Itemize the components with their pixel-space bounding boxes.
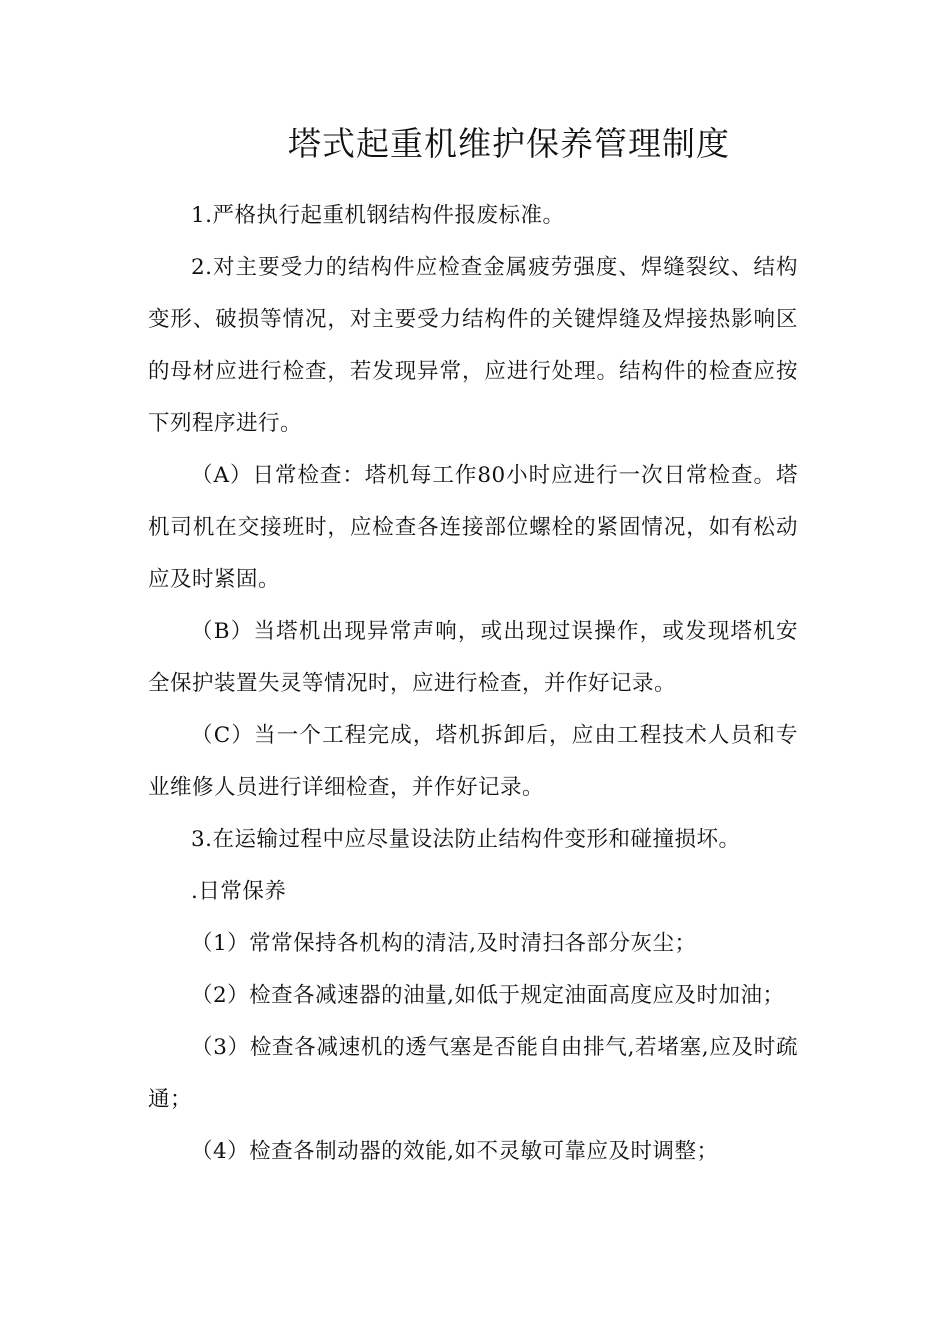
maintenance-item-3: （3）检查各减速机的透气塞是否能自由排气,若堵塞,应及时疏通；	[148, 1035, 798, 1112]
maintenance-item-4: （4）检查各制动器的效能,如不灵敏可靠应及时调整；	[191, 1139, 719, 1164]
maintenance-item-1: （1）常常保持各机构的清洁,及时清扫各部分灰尘；	[191, 931, 697, 956]
paragraph-a: （A）日常检查：塔机每工作80小时应进行一次日常检查。塔机司机在交接班时，应检查各连接部位螺栓的紧固情况，如有松动应及时紧固。	[148, 463, 798, 592]
paragraph-1: 1.严格执行起重机钢结构件报废标准。	[191, 203, 565, 228]
paragraph-c: （C）当一个工程完成，塔机拆卸后，应由工程技术人员和专业维修人员进行详细检查，并作好记录。	[148, 723, 798, 800]
maintenance-item-2: （2）检查各减速器的油量,如低于规定油面高度应及时加油；	[191, 983, 785, 1008]
document-title: 塔式起重机维护保养管理制度	[288, 124, 730, 163]
paragraph-2: 2.对主要受力的结构件应检查金属疲劳强度、焊缝裂纹、结构变形、破损等情况，对主要受力结构件的关键焊缝及焊接热影响区的母材应进行检查，若发现异常，应进行处理。结构件的检查应按下列程序进行。	[148, 255, 798, 436]
paragraph-3: 3.在运输过程中应尽量设法防止结构件变形和碰撞损坏。	[191, 827, 741, 852]
document-body	[148, 190, 798, 1178]
section-heading-daily-maintenance: .日常保养	[191, 879, 287, 904]
paragraph-b: （B）当塔机出现异常声响，或出现过误操作，或发现塔机安全保护装置失灵等情况时，应进行检查，并作好记录。	[148, 619, 798, 696]
